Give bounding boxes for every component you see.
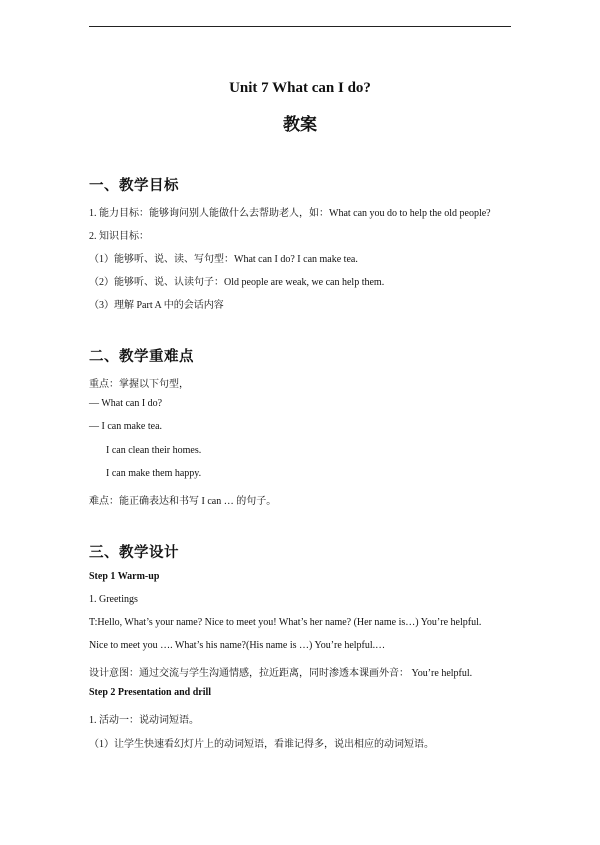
design-line: 1. Greetings xyxy=(89,594,138,605)
objective-line: 2. 知识目标： xyxy=(89,231,149,242)
key-point-line: — I can make tea. xyxy=(89,421,163,432)
document-title: Unit 7 What can I do? xyxy=(229,80,371,96)
key-point-line: 重点：掌握以下句型， xyxy=(89,379,189,390)
key-point-line: I can clean their homes. xyxy=(106,445,202,456)
design-line: T:Hello, What’s your name? Nice to meet you! What’s her name? (Her name is…) You’re helpful. xyxy=(89,617,482,628)
document-subtitle: 教案 xyxy=(283,115,317,135)
key-point-line: — What can I do? xyxy=(89,398,163,409)
section-heading-objectives: 一、教学目标 xyxy=(89,178,179,194)
objective-line: 1. 能力目标：能够询问别人能做什么去帮助老人，如：What can you do to help the old people? xyxy=(89,208,491,219)
key-point-line: 难点：能正确表达和书写 I can … 的句子。 xyxy=(89,496,277,507)
design-line: 1. 活动一：说动词短语。 xyxy=(89,715,199,726)
design-line: （1）让学生快速看幻灯片上的动词短语，看谁记得多，说出相应的动词短语。 xyxy=(89,739,434,750)
key-point-line: I can make them happy. xyxy=(106,468,202,479)
section-heading-design: 三、教学设计 xyxy=(89,545,179,561)
design-line: Nice to meet you …. What’s his name?(His name is …) You’re helpful.… xyxy=(89,640,386,651)
objective-line: （2）能够听、说、认读句子：Old people are weak, we can help them. xyxy=(89,277,385,288)
objective-line: （1）能够听、说、读、写句型：What can I do? I can make tea. xyxy=(89,254,358,265)
header-rule xyxy=(89,26,511,27)
objective-line: （3）理解 Part A 中的会话内容 xyxy=(89,300,224,311)
design-line: 设计意图：通过交流与学生沟通情感，拉近距离，同时渗透本课画外音： You’re helpful. xyxy=(89,668,473,679)
step-heading: Step 1 Warm-up xyxy=(89,571,160,582)
step-heading: Step 2 Presentation and drill xyxy=(89,687,212,698)
section-heading-key-points: 二、教学重难点 xyxy=(89,349,194,365)
